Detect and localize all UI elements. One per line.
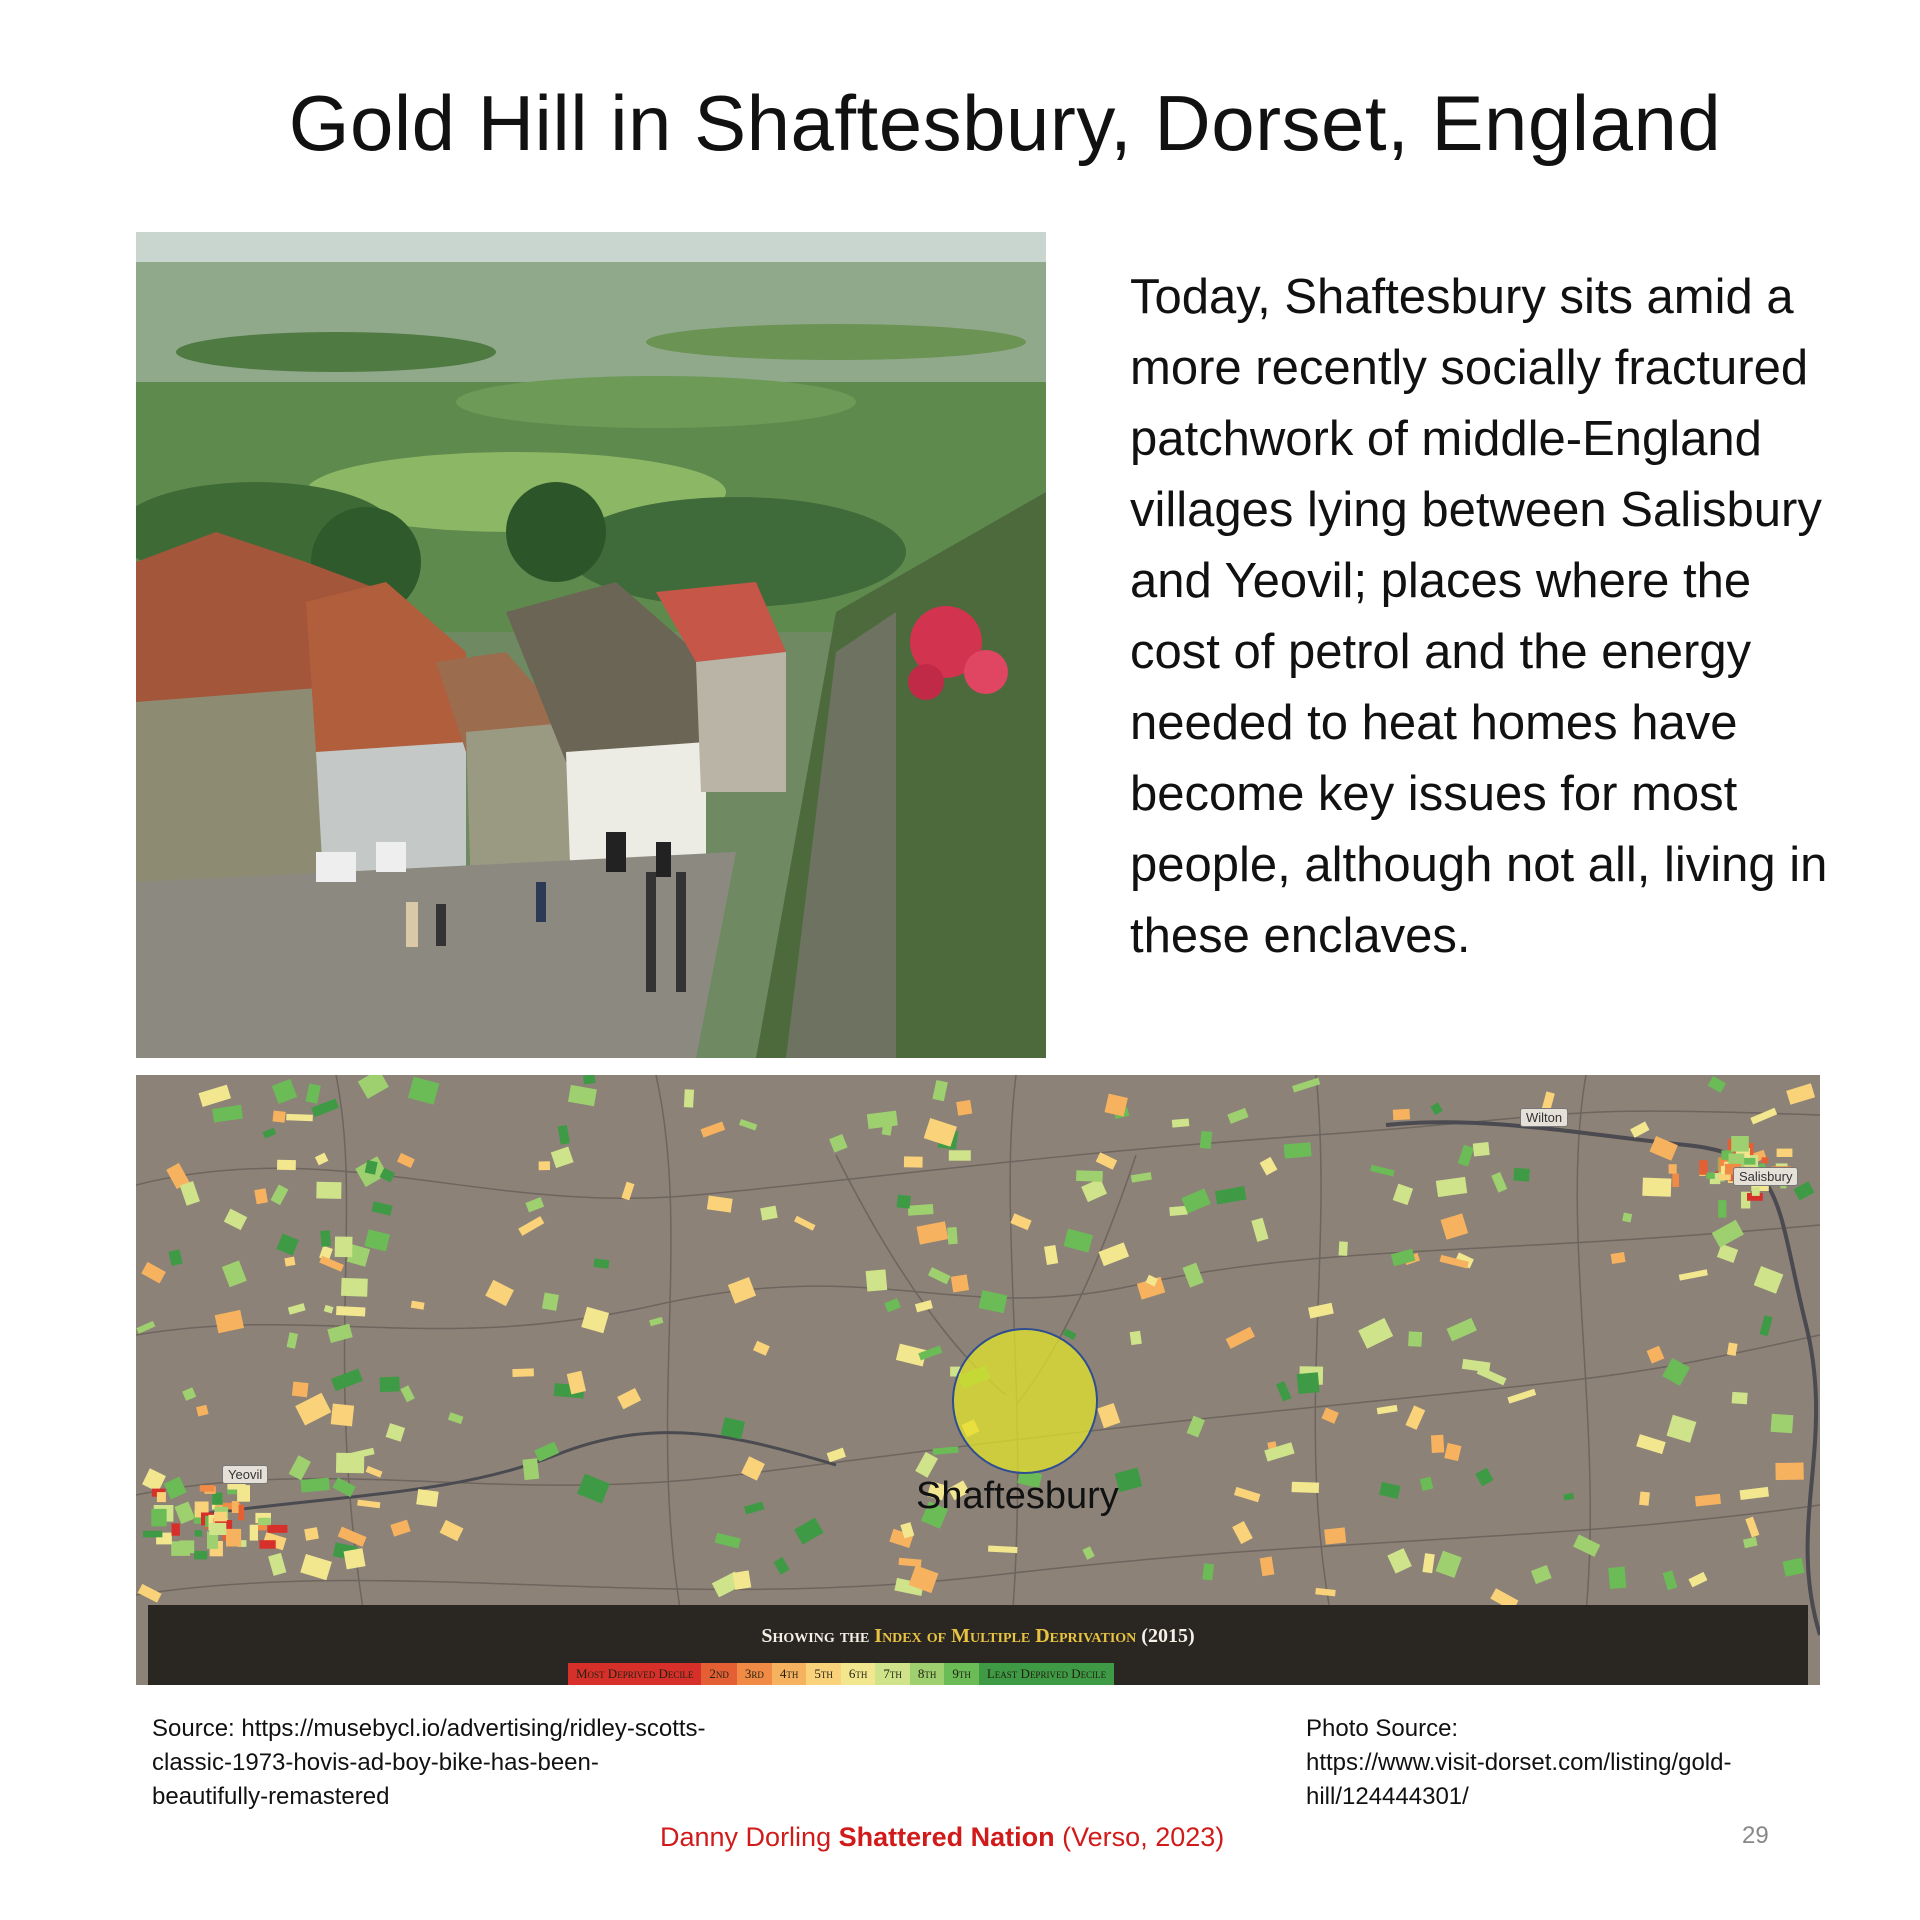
map-area-patch — [1377, 1405, 1398, 1414]
map-area-patch — [1081, 1178, 1107, 1202]
map-urban-patch — [209, 1523, 226, 1535]
map-area-patch — [1666, 1415, 1696, 1443]
map-area-patch — [760, 1206, 777, 1221]
map-label-wilton: Wilton — [1520, 1108, 1568, 1127]
map-area-patch — [1771, 1414, 1794, 1433]
map-area-patch — [485, 1280, 514, 1306]
legend-decile-3: 3rd — [737, 1663, 772, 1685]
legend-decile-10: Least Deprived Decile — [979, 1663, 1114, 1685]
map-area-patch — [1688, 1572, 1707, 1587]
map-area-patch — [928, 1267, 951, 1284]
map-area-patch — [1462, 1359, 1491, 1373]
map-area-patch — [558, 1125, 570, 1145]
map-area-patch — [617, 1388, 641, 1409]
map-area-patch — [316, 1182, 341, 1199]
map-area-patch — [1200, 1131, 1213, 1149]
map-area-patch — [1292, 1078, 1320, 1093]
map-area-patch — [1370, 1165, 1395, 1177]
map-area-patch — [1786, 1083, 1815, 1105]
map-urban-patch — [1744, 1158, 1755, 1165]
map-urban-patch — [1777, 1149, 1793, 1157]
map-urban-patch — [268, 1525, 288, 1533]
author-credit: Danny Dorling Shattered Nation (Verso, 2023) — [660, 1822, 1225, 1852]
shaftesbury-highlight-label: Shaftesbury — [916, 1475, 1119, 1517]
map-area-patch — [898, 1558, 921, 1567]
map-urban-patch — [143, 1531, 163, 1538]
photo-source-note: Photo Source: https://www.visit-dorset.com/listing/gold-hill/124444301/ — [1306, 1715, 1732, 1810]
map-area-patch — [728, 1277, 756, 1304]
map-area-patch — [1292, 1482, 1320, 1493]
map-area-patch — [142, 1468, 166, 1492]
map-area-patch — [1358, 1318, 1393, 1349]
map-area-patch — [1679, 1269, 1708, 1280]
map-area-patch — [753, 1341, 770, 1356]
map-area-patch — [512, 1368, 534, 1377]
map-urban-patch — [151, 1509, 166, 1527]
map-area-patch — [1783, 1558, 1805, 1577]
map-area-patch — [164, 1477, 187, 1500]
map-area-patch — [581, 1307, 609, 1334]
map-area-patch — [1491, 1172, 1507, 1193]
map-area-patch — [268, 1553, 286, 1576]
map-area-patch — [416, 1489, 439, 1507]
map-area-patch — [956, 1100, 972, 1116]
map-area-patch — [1232, 1521, 1253, 1544]
map-urban-patch — [1706, 1173, 1714, 1179]
map-area-patch — [933, 1446, 959, 1454]
map-area-patch — [1260, 1556, 1275, 1576]
map-area-patch — [827, 1448, 846, 1463]
map-area-patch — [1727, 1342, 1738, 1355]
map-area-patch — [1260, 1157, 1278, 1176]
map-area-patch — [138, 1584, 162, 1603]
map-area-patch — [1202, 1563, 1214, 1580]
map-area-patch — [733, 1570, 752, 1589]
map-area-patch — [1082, 1546, 1094, 1560]
map-area-patch — [1063, 1229, 1093, 1253]
map-urban-patch — [179, 1540, 194, 1553]
map-area-patch — [397, 1153, 415, 1168]
map-urban-patch — [258, 1518, 271, 1525]
map-urban-patch — [1731, 1136, 1749, 1152]
map-area-patch — [918, 1346, 942, 1361]
map-area-patch — [1663, 1570, 1678, 1590]
map-area-patch — [915, 1300, 933, 1312]
map-area-patch — [1712, 1220, 1744, 1248]
map-area-patch — [295, 1393, 331, 1426]
map-urban-patch — [238, 1505, 244, 1521]
map-area-patch — [306, 1083, 321, 1103]
map-area-patch — [1284, 1142, 1312, 1158]
map-area-patch — [1130, 1331, 1142, 1345]
map-area-patch — [372, 1201, 393, 1215]
map-area-patch — [551, 1146, 574, 1168]
map-area-patch — [277, 1160, 296, 1170]
map-urban-patch — [200, 1485, 215, 1492]
map-area-patch — [366, 1466, 383, 1478]
map-urban-patch — [212, 1493, 223, 1505]
map-area-patch — [390, 1520, 410, 1537]
map-area-patch — [1507, 1389, 1536, 1404]
map-area-patch — [276, 1234, 298, 1256]
map-area-patch — [215, 1310, 244, 1333]
map-area-patch — [741, 1456, 765, 1480]
map-area-patch — [951, 1274, 969, 1292]
map-area-patch — [773, 1557, 789, 1575]
map-area-patch — [1513, 1168, 1529, 1182]
map-area-patch — [341, 1278, 368, 1297]
map-area-patch — [1430, 1102, 1442, 1115]
map-area-patch — [1573, 1535, 1600, 1557]
map-urban-patch — [226, 1529, 241, 1547]
map-canvas — [136, 1075, 1820, 1685]
map-area-patch — [577, 1474, 610, 1504]
map-area-patch — [272, 1079, 297, 1104]
legend-decile-7: 7th — [875, 1663, 910, 1685]
map-area-patch — [739, 1119, 757, 1130]
map-area-patch — [1447, 1318, 1477, 1342]
map-area-patch — [1441, 1213, 1469, 1239]
map-area-patch — [304, 1527, 319, 1541]
map-area-patch — [522, 1458, 539, 1480]
map-area-patch — [284, 1257, 295, 1267]
map-area-patch — [794, 1216, 815, 1231]
map-area-patch — [175, 1501, 196, 1524]
map-area-patch — [289, 1455, 311, 1480]
map-urban-patch — [172, 1523, 180, 1535]
legend-decile-5: 5th — [806, 1663, 841, 1685]
map-area-patch — [1775, 1463, 1803, 1481]
map-area-patch — [1473, 1142, 1490, 1157]
map-area-patch — [364, 1229, 390, 1251]
map-area-patch — [448, 1412, 463, 1424]
map-area-patch — [324, 1305, 334, 1314]
map-area-patch — [380, 1377, 400, 1392]
map-area-patch — [1405, 1405, 1425, 1429]
map-area-patch — [1420, 1477, 1434, 1491]
map-area-patch — [1740, 1487, 1769, 1500]
legend-decile-9: 9th — [944, 1663, 979, 1685]
map-urban-patch — [1719, 1174, 1731, 1180]
map-area-patch — [288, 1303, 306, 1315]
map-area-patch — [1324, 1527, 1346, 1544]
map-area-patch — [440, 1520, 464, 1541]
map-area-patch — [1339, 1241, 1348, 1255]
map-area-patch — [198, 1085, 230, 1107]
map-area-patch — [988, 1546, 1017, 1554]
map-area-patch — [1750, 1108, 1777, 1125]
map-area-patch — [1475, 1468, 1493, 1487]
map-area-patch — [949, 1150, 971, 1160]
map-area-patch — [684, 1089, 694, 1107]
map-area-patch — [168, 1249, 182, 1266]
map-area-patch — [336, 1453, 364, 1473]
map-area-patch — [271, 1184, 289, 1205]
map-area-patch — [408, 1077, 439, 1105]
map-area-patch — [1458, 1145, 1474, 1167]
map-area-patch — [1096, 1152, 1118, 1170]
map-area-patch — [1379, 1482, 1400, 1499]
map-area-patch — [1297, 1372, 1320, 1394]
map-area-patch — [1745, 1517, 1759, 1538]
map-area-patch — [1642, 1178, 1671, 1197]
map-area-patch — [141, 1262, 166, 1284]
map-area-patch — [1393, 1184, 1413, 1205]
page-number: 29 — [1742, 1822, 1769, 1849]
legend-decile-1: Most Deprived Decile — [568, 1663, 701, 1685]
map-area-patch — [1131, 1172, 1152, 1182]
map-area-patch — [344, 1548, 366, 1569]
map-area-patch — [1172, 1118, 1190, 1127]
map-area-patch — [1044, 1245, 1058, 1265]
map-area-patch — [932, 1080, 947, 1101]
body-paragraph: Today, Shaftesbury sits amid a more recently socially fractured patchwork of middle-England villages lying between Salisbury and Yeovil; places where the cost of petrol and the energy needed to heat homes have become key issues for most people, although not all, living in these enclaves. — [1130, 270, 1828, 963]
map-area-patch — [182, 1387, 196, 1401]
map-area-patch — [1611, 1252, 1626, 1264]
map-area-patch — [1647, 1346, 1665, 1364]
map-label-yeovil: Yeovil — [222, 1465, 268, 1484]
map-urban-patch — [1762, 1157, 1769, 1163]
map-area-patch — [1630, 1121, 1649, 1137]
map-area-patch — [1169, 1206, 1187, 1216]
map-area-patch — [301, 1478, 330, 1493]
map-area-patch — [866, 1269, 888, 1291]
map-area-patch — [1608, 1567, 1626, 1589]
map-urban-patch — [157, 1492, 166, 1502]
map-area-patch — [196, 1405, 208, 1417]
map-area-patch — [1234, 1487, 1260, 1502]
legend-decile-6: 6th — [841, 1663, 876, 1685]
map-area-patch — [593, 1258, 609, 1268]
map-area-patch — [916, 1221, 948, 1244]
map-area-patch — [180, 1181, 200, 1206]
map-area-patch — [794, 1518, 823, 1545]
gold-hill-photo — [136, 232, 1046, 1058]
map-area-patch — [947, 1227, 958, 1244]
map-area-patch — [897, 1195, 911, 1209]
legend-title: Showing the Index of Multiple Deprivation (2015) — [761, 1625, 1195, 1647]
map-area-patch — [320, 1230, 331, 1247]
slide-title: Gold Hill in Shaftesbury, Dorset, England — [288, 79, 1722, 167]
map-area-patch — [568, 1085, 597, 1106]
map-urban-patch — [1752, 1187, 1760, 1196]
map-area-patch — [1105, 1094, 1128, 1117]
map-area-patch — [273, 1111, 286, 1123]
map-area-patch — [904, 1156, 923, 1167]
map-area-patch — [1393, 1109, 1410, 1120]
map-label-salisbury: Salisbury — [1733, 1167, 1798, 1186]
map-area-patch — [1708, 1076, 1726, 1093]
deprivation-map — [136, 1075, 1820, 1685]
legend-decile-8: 8th — [910, 1663, 945, 1685]
map-area-patch — [1639, 1491, 1650, 1505]
map-area-patch — [649, 1317, 663, 1326]
legend-color-scale — [568, 1663, 1114, 1685]
map-area-patch — [358, 1075, 389, 1099]
legend-decile-2: 2nd — [701, 1663, 737, 1685]
map-area-patch — [1010, 1213, 1031, 1230]
map-area-patch — [331, 1368, 363, 1391]
map-area-patch — [1759, 1315, 1772, 1336]
map-legend — [148, 1605, 1808, 1685]
map-area-patch — [292, 1382, 309, 1398]
map-area-patch — [286, 1114, 313, 1121]
map-area-patch — [1436, 1177, 1467, 1197]
map-area-patch — [300, 1554, 332, 1580]
map-area-patch — [222, 1260, 247, 1287]
map-area-patch — [1097, 1403, 1120, 1428]
map-area-patch — [1076, 1170, 1103, 1182]
map-area-patch — [1422, 1553, 1434, 1573]
map-area-patch — [1183, 1263, 1204, 1288]
map-urban-patch — [1699, 1160, 1707, 1175]
map-area-patch — [979, 1290, 1008, 1313]
map-area-patch — [1391, 1249, 1416, 1267]
map-area-patch — [1215, 1186, 1247, 1204]
map-area-patch — [1531, 1565, 1552, 1584]
map-urban-patch — [1718, 1200, 1726, 1218]
map-urban-patch — [195, 1530, 203, 1536]
map-area-patch — [884, 1298, 900, 1312]
map-area-patch — [1321, 1407, 1338, 1423]
map-area-patch — [915, 1452, 938, 1478]
map-area-patch — [1636, 1434, 1666, 1454]
map-area-patch — [1276, 1381, 1291, 1402]
map-source-note: Source: https://musebycl.io/advertising/ridley-scotts-classic-1973-hovis-ad-boy-bike-has-been-beautifully-remastered — [152, 1715, 706, 1810]
map-area-patch — [1315, 1588, 1335, 1596]
map-urban-patch — [259, 1540, 275, 1549]
map-area-patch — [583, 1075, 596, 1085]
map-area-patch — [336, 1306, 365, 1317]
map-area-patch — [386, 1423, 405, 1442]
map-area-patch — [1754, 1266, 1784, 1294]
map-area-patch — [518, 1216, 544, 1236]
map-area-patch — [1444, 1443, 1461, 1461]
map-area-patch — [1563, 1493, 1574, 1501]
map-area-patch — [1436, 1551, 1462, 1578]
map-area-patch — [542, 1292, 559, 1310]
map-area-patch — [1387, 1548, 1412, 1574]
map-area-patch — [1695, 1494, 1721, 1507]
map-area-patch — [1227, 1108, 1248, 1124]
map-urban-patch — [232, 1501, 239, 1513]
map-area-patch — [287, 1332, 299, 1348]
map-area-patch — [315, 1153, 328, 1166]
map-area-patch — [335, 1237, 353, 1258]
map-area-patch — [333, 1477, 356, 1497]
map-area-patch — [254, 1188, 268, 1204]
map-area-patch — [1408, 1331, 1422, 1346]
map-area-patch — [1622, 1212, 1632, 1222]
map-area-patch — [1662, 1358, 1690, 1386]
map-area-patch — [744, 1501, 764, 1514]
map-urban-patch — [257, 1524, 267, 1530]
map-area-patch — [525, 1197, 544, 1212]
map-urban-patch — [194, 1551, 207, 1560]
map-area-patch — [715, 1533, 741, 1549]
map-urban-patch — [1672, 1174, 1679, 1187]
map-area-patch — [263, 1128, 277, 1139]
map-area-patch — [707, 1195, 733, 1212]
map-area-patch — [411, 1301, 425, 1310]
map-urban-patch — [250, 1525, 258, 1541]
map-area-patch — [1226, 1327, 1255, 1349]
map-area-patch — [331, 1403, 354, 1426]
map-area-patch — [1063, 1328, 1077, 1340]
map-area-patch — [1743, 1537, 1758, 1548]
map-area-patch — [1308, 1303, 1334, 1319]
map-urban-patch — [1669, 1164, 1677, 1174]
map-area-patch — [224, 1209, 247, 1231]
map-area-patch — [319, 1256, 344, 1272]
map-area-patch — [1251, 1218, 1268, 1242]
map-area-patch — [867, 1111, 898, 1129]
map-area-patch — [357, 1500, 380, 1509]
map-area-patch — [212, 1105, 243, 1123]
map-area-patch — [829, 1134, 847, 1153]
map-area-patch — [539, 1161, 550, 1170]
map-area-patch — [1732, 1392, 1748, 1404]
map-area-patch — [400, 1385, 414, 1402]
map-area-patch — [700, 1121, 725, 1137]
map-area-patch — [1431, 1435, 1444, 1453]
legend-decile-4: 4th — [772, 1663, 807, 1685]
map-urban-patch — [214, 1512, 227, 1522]
map-area-patch — [908, 1204, 934, 1216]
